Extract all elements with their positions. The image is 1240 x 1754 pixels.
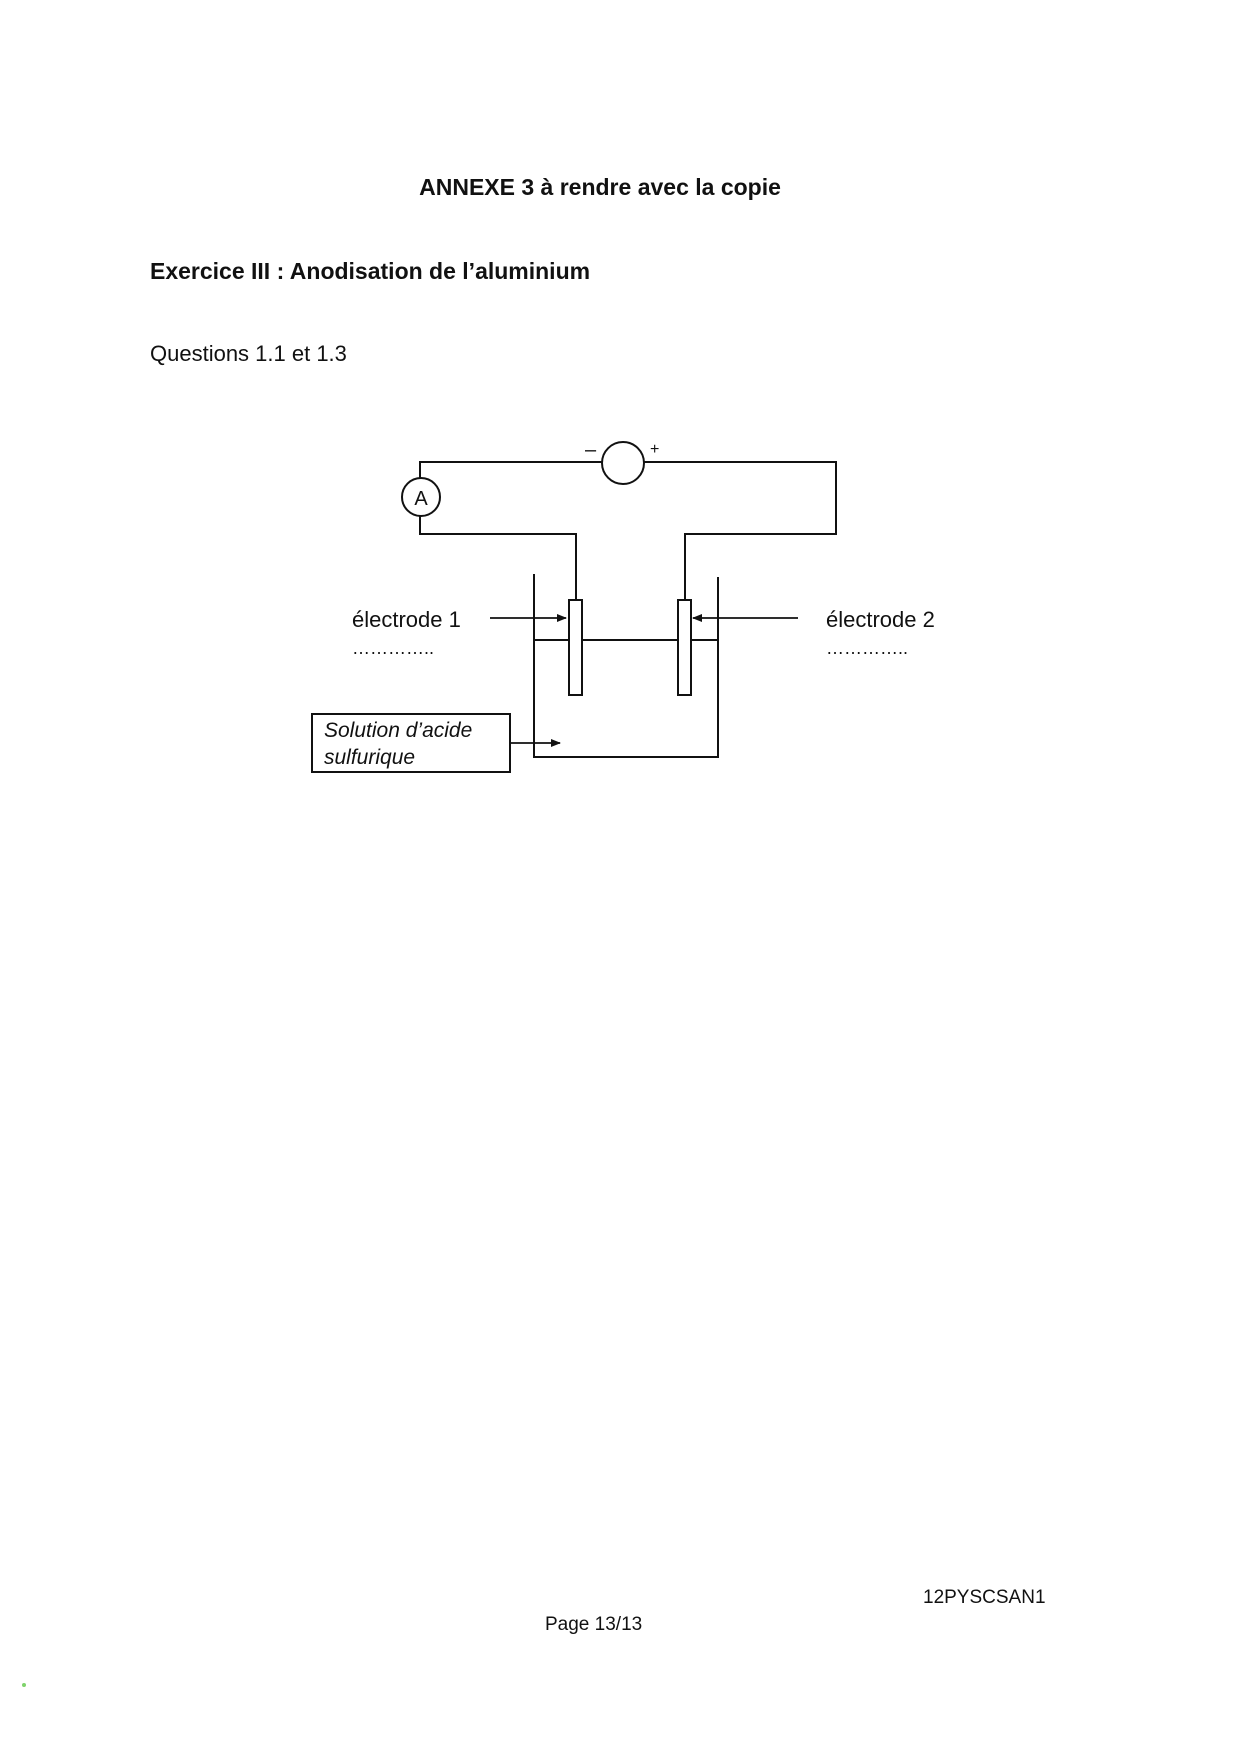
electrode-1 — [569, 600, 582, 695]
annexe-title: ANNEXE 3 à rendre avec la copie — [419, 174, 781, 200]
generator-icon — [602, 442, 644, 484]
questions-label: Questions 1.1 et 1.3 — [150, 341, 347, 366]
electrode1-label: électrode 1 — [352, 607, 461, 632]
generator-plus-label: + — [650, 441, 660, 458]
electrode-2 — [678, 600, 691, 695]
ammeter-label: A — [414, 488, 428, 510]
solution-label-line2: sulfurique — [324, 746, 416, 769]
exercise-title: Exercice III : Anodisation de l’aluminium — [150, 258, 591, 284]
solution-label-line1: Solution d’acide — [324, 719, 473, 742]
scan-speck — [22, 1683, 26, 1687]
electrode2-label: électrode 2 — [826, 607, 935, 632]
generator-minus-label: – — [585, 439, 597, 461]
electrode1-answer-blank: ………….. — [352, 638, 435, 658]
page-number: Page 13/13 — [545, 1614, 643, 1635]
electrode2-answer-blank: ………….. — [826, 638, 909, 658]
exam-code: 12PYSCSAN1 — [923, 1587, 1046, 1608]
